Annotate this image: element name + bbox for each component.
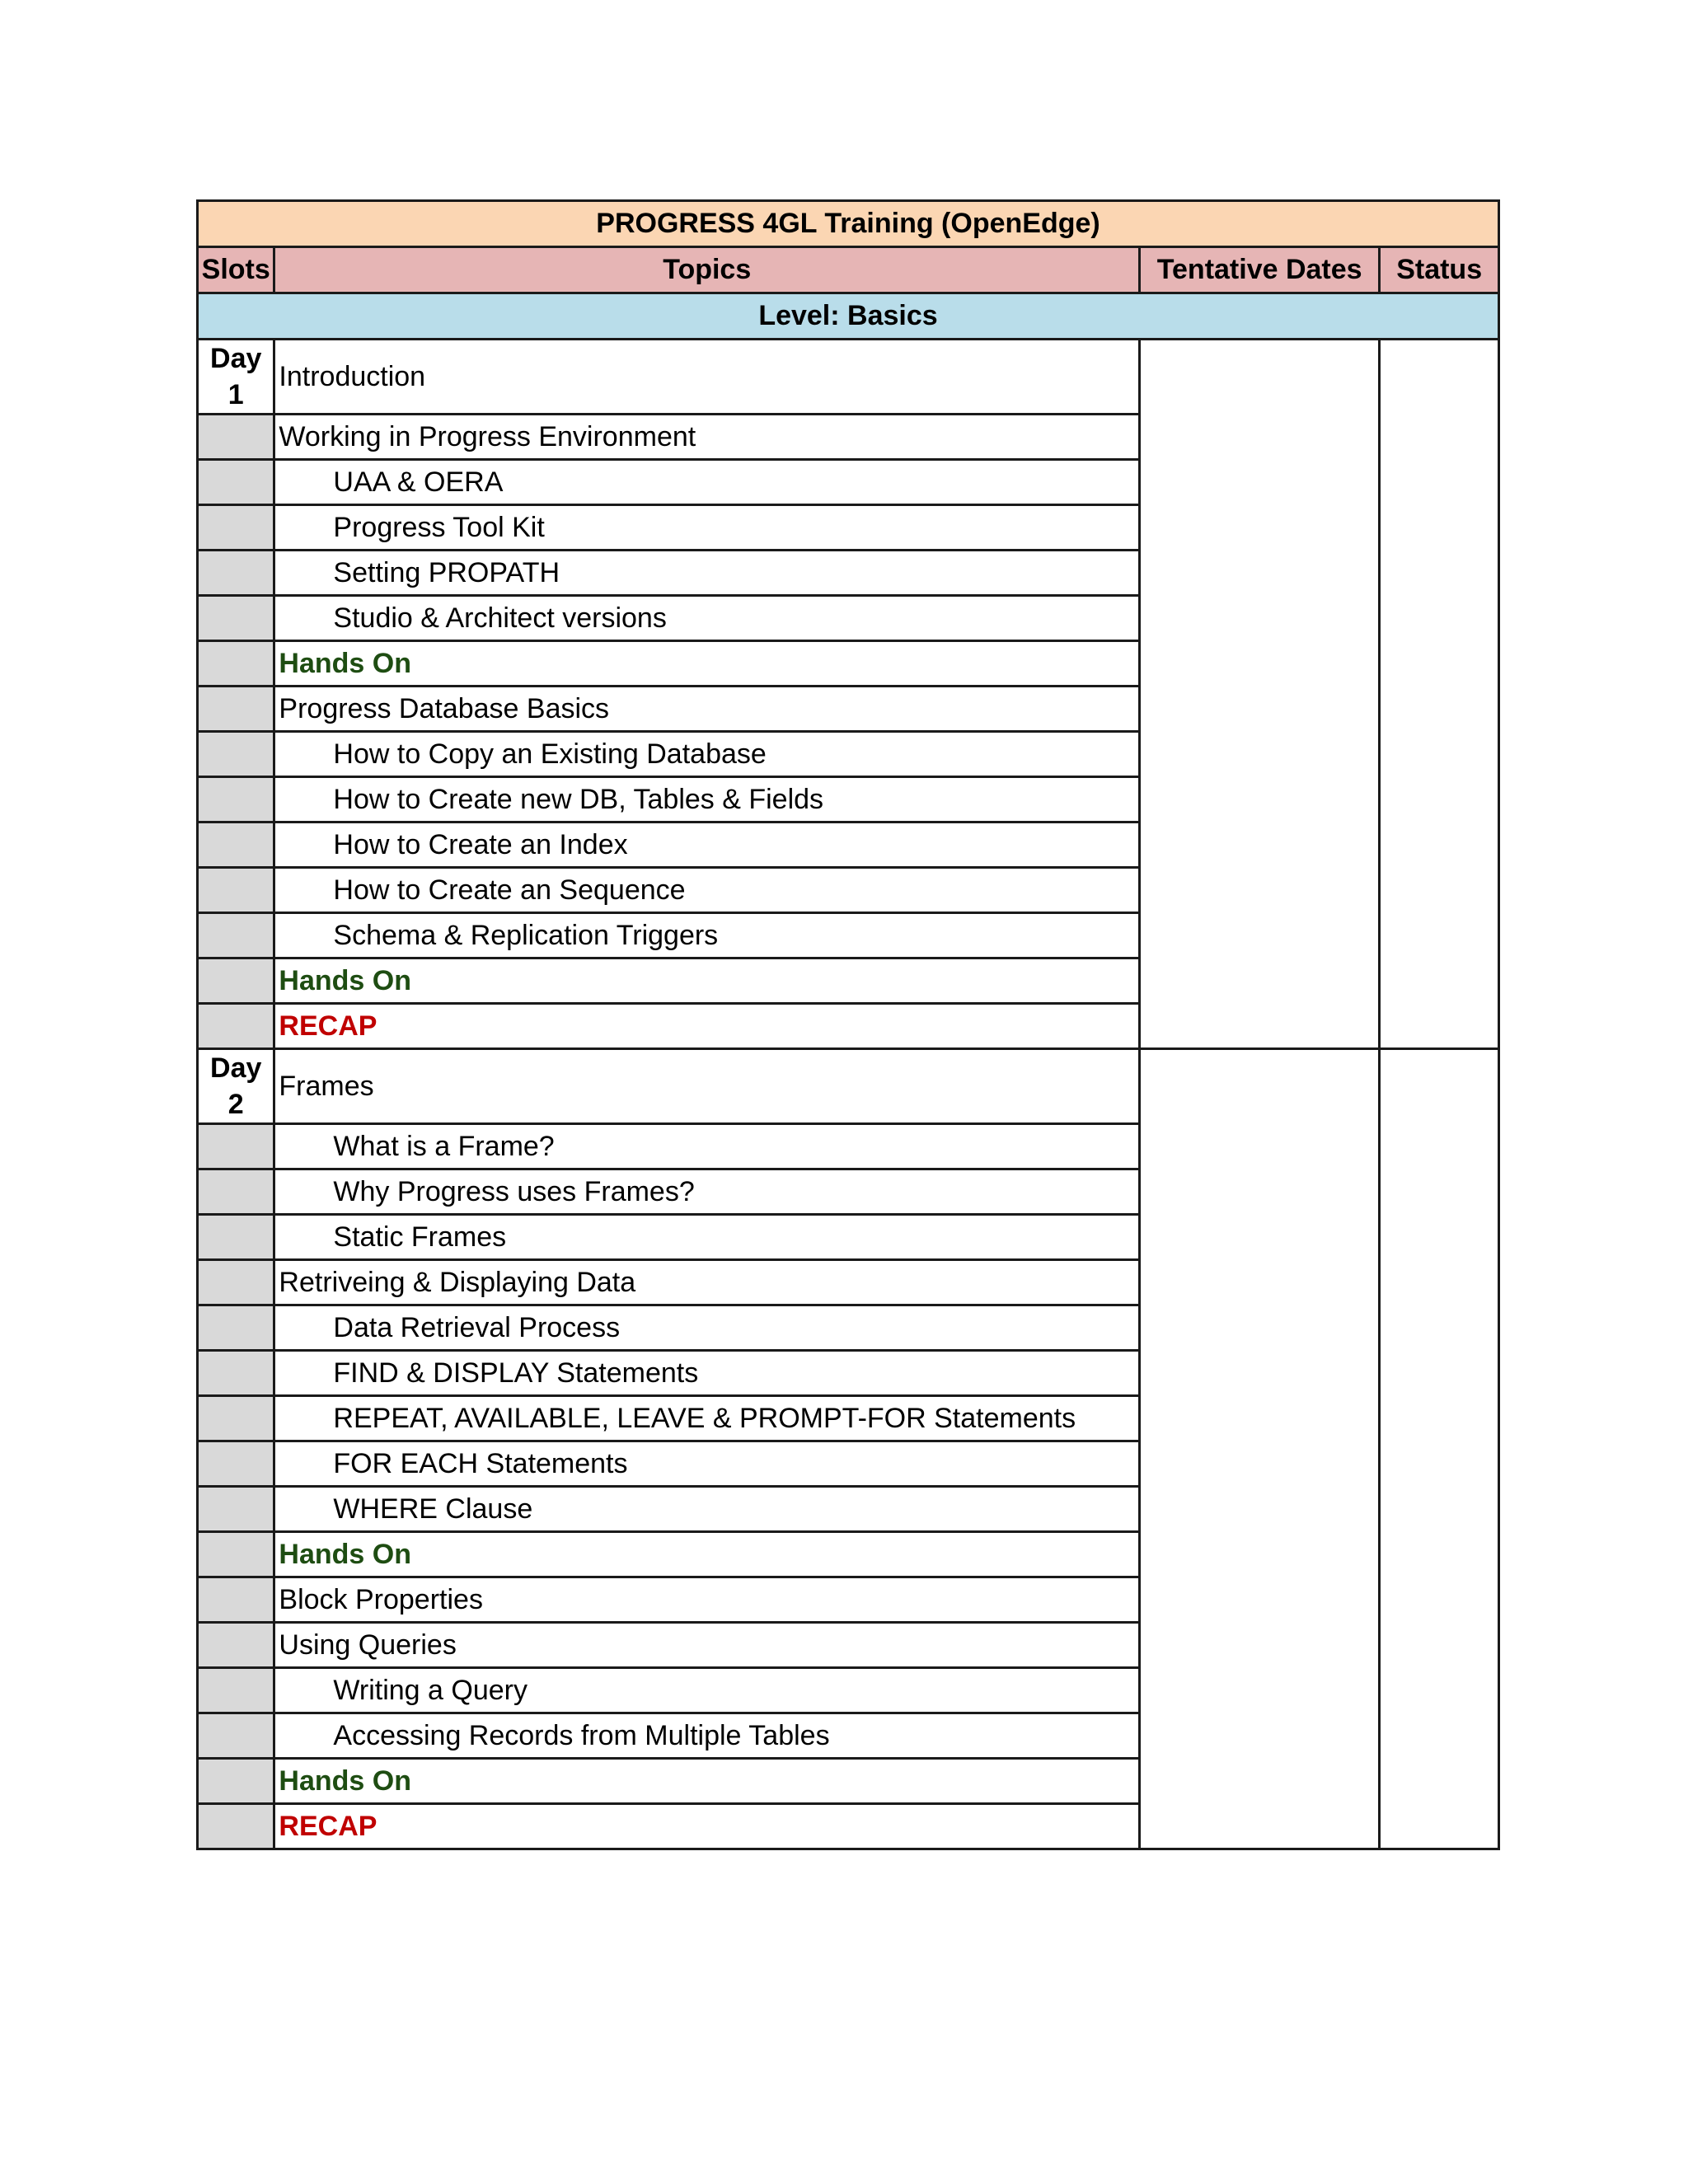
- slot-cell[interactable]: [198, 868, 274, 913]
- day1-slot-label-line1: Day: [210, 343, 262, 374]
- slot-cell[interactable]: [198, 1441, 274, 1487]
- topic-cell[interactable]: What is a Frame?: [274, 1124, 1140, 1169]
- slot-cell[interactable]: [198, 732, 274, 777]
- column-header-tentative-dates[interactable]: Tentative Dates: [1140, 247, 1380, 293]
- topic-cell[interactable]: Why Progress uses Frames?: [274, 1169, 1140, 1215]
- table-row: [198, 340, 1499, 415]
- day1-slot-label-line2: 1: [227, 379, 244, 410]
- day2-slot-label-line1: Day: [210, 1052, 262, 1084]
- day1-slot-label[interactable]: [198, 340, 274, 415]
- title-row: [198, 201, 1499, 247]
- topic-cell[interactable]: How to Create an Sequence: [274, 868, 1140, 913]
- sheet-title: PROGRESS 4GL Training (OpenEdge): [198, 201, 1499, 247]
- topic-cell[interactable]: REPEAT, AVAILABLE, LEAVE & PROMPT-FOR Statements: [274, 1396, 1140, 1441]
- topic-cell[interactable]: Introduction: [274, 340, 1140, 415]
- slot-cell[interactable]: [198, 1577, 274, 1623]
- slot-cell[interactable]: [198, 1215, 274, 1260]
- slot-cell[interactable]: [198, 1004, 274, 1049]
- topic-cell[interactable]: Working in Progress Environment: [274, 415, 1140, 460]
- topic-cell[interactable]: Schema & Replication Triggers: [274, 913, 1140, 958]
- slot-cell[interactable]: [198, 823, 274, 868]
- slot-cell[interactable]: [198, 1623, 274, 1668]
- day2-tentative-dates-cell[interactable]: [1140, 1049, 1380, 1849]
- topic-cell[interactable]: How to Create new DB, Tables & Fields: [274, 777, 1140, 823]
- topic-cell[interactable]: Using Queries: [274, 1623, 1140, 1668]
- slot-cell[interactable]: [198, 777, 274, 823]
- topic-cell[interactable]: Writing a Query: [274, 1668, 1140, 1713]
- day1-status-cell[interactable]: [1380, 340, 1499, 1049]
- slot-cell[interactable]: [198, 913, 274, 958]
- slot-cell[interactable]: [198, 1169, 274, 1215]
- level-row: [198, 293, 1499, 340]
- slot-cell[interactable]: [198, 460, 274, 505]
- topic-cell[interactable]: Studio & Architect versions: [274, 596, 1140, 641]
- topic-cell[interactable]: FOR EACH Statements: [274, 1441, 1140, 1487]
- slot-cell[interactable]: [198, 505, 274, 551]
- topic-cell[interactable]: How to Copy an Existing Database: [274, 732, 1140, 777]
- column-header-row: [198, 247, 1499, 293]
- slot-cell[interactable]: [198, 1759, 274, 1804]
- day2-slot-label[interactable]: [198, 1049, 274, 1124]
- slot-cell[interactable]: [198, 415, 274, 460]
- topic-cell[interactable]: FIND & DISPLAY Statements: [274, 1351, 1140, 1396]
- slot-cell[interactable]: [198, 1124, 274, 1169]
- slot-cell[interactable]: [198, 1260, 274, 1305]
- slot-cell[interactable]: [198, 958, 274, 1004]
- day2-slot-label-line2: 2: [227, 1089, 244, 1120]
- slot-cell[interactable]: [198, 1487, 274, 1532]
- topic-cell[interactable]: Progress Database Basics: [274, 687, 1140, 732]
- recap-topic[interactable]: RECAP: [274, 1804, 1140, 1849]
- training-schedule-table: [196, 199, 1500, 1850]
- slot-cell[interactable]: [198, 1396, 274, 1441]
- hands-on-topic[interactable]: Hands On: [274, 641, 1140, 687]
- slot-cell[interactable]: [198, 1668, 274, 1713]
- topic-cell[interactable]: Frames: [274, 1049, 1140, 1124]
- topic-cell[interactable]: Setting PROPATH: [274, 551, 1140, 596]
- hands-on-topic[interactable]: Hands On: [274, 958, 1140, 1004]
- topic-cell[interactable]: Progress Tool Kit: [274, 505, 1140, 551]
- topic-cell[interactable]: Retriveing & Displaying Data: [274, 1260, 1140, 1305]
- hands-on-topic[interactable]: Hands On: [274, 1759, 1140, 1804]
- slot-cell[interactable]: [198, 641, 274, 687]
- slot-cell[interactable]: [198, 1713, 274, 1759]
- column-header-topics[interactable]: Topics: [274, 247, 1140, 293]
- topic-cell[interactable]: Static Frames: [274, 1215, 1140, 1260]
- topic-cell[interactable]: UAA & OERA: [274, 460, 1140, 505]
- column-header-status[interactable]: Status: [1380, 247, 1499, 293]
- topic-cell[interactable]: Block Properties: [274, 1577, 1140, 1623]
- hands-on-topic[interactable]: Hands On: [274, 1532, 1140, 1577]
- slot-cell[interactable]: [198, 551, 274, 596]
- topic-cell[interactable]: Data Retrieval Process: [274, 1305, 1140, 1351]
- table-row: [198, 1049, 1499, 1124]
- slot-cell[interactable]: [198, 1532, 274, 1577]
- column-header-slots[interactable]: Slots: [198, 247, 274, 293]
- level-label: Level: Basics: [198, 293, 1499, 340]
- slot-cell[interactable]: [198, 1305, 274, 1351]
- slot-cell[interactable]: [198, 687, 274, 732]
- topic-cell[interactable]: Accessing Records from Multiple Tables: [274, 1713, 1140, 1759]
- topic-cell[interactable]: WHERE Clause: [274, 1487, 1140, 1532]
- table-body: [198, 201, 1499, 1849]
- day1-tentative-dates-cell[interactable]: [1140, 340, 1380, 1049]
- slot-cell[interactable]: [198, 596, 274, 641]
- slot-cell[interactable]: [198, 1804, 274, 1849]
- slot-cell[interactable]: [198, 1351, 274, 1396]
- recap-topic[interactable]: RECAP: [274, 1004, 1140, 1049]
- topic-cell[interactable]: How to Create an Index: [274, 823, 1140, 868]
- day2-status-cell[interactable]: [1380, 1049, 1499, 1849]
